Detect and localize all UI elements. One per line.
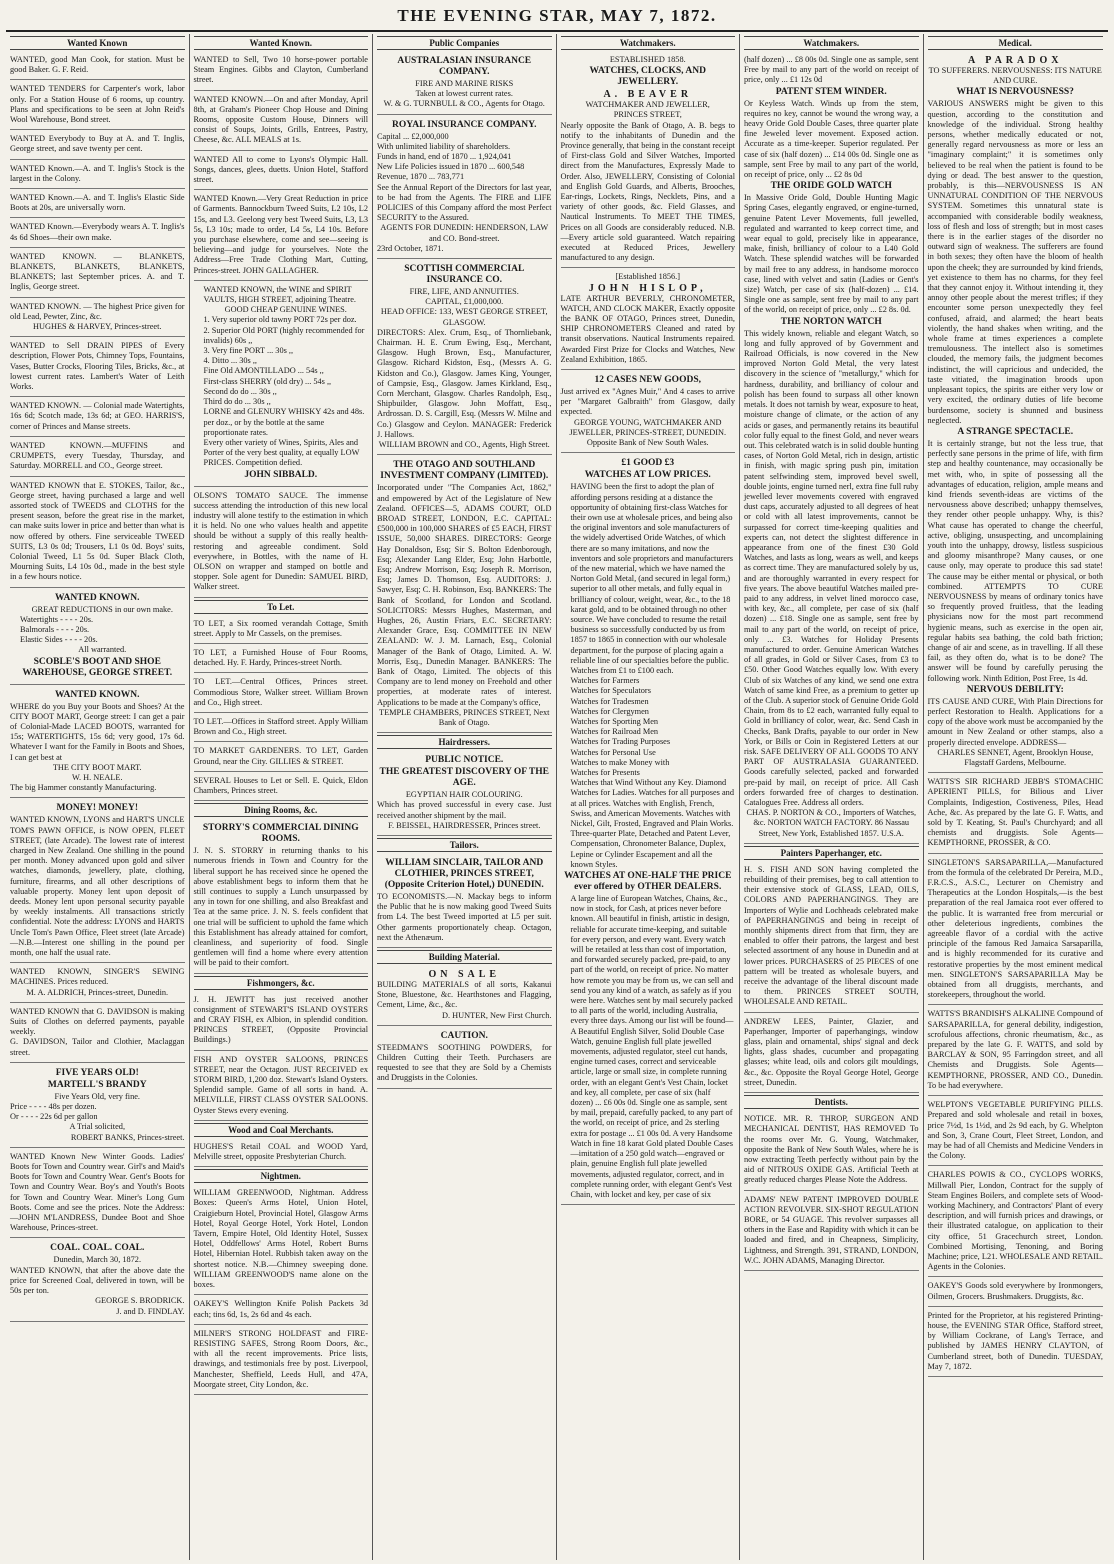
section-heading: Tailors.: [377, 838, 552, 852]
ad-text: OAKEY'S Wellington Knife Polish Packets 3d each; tins 6d, 1s, 2s 6d and 4s each.: [193, 1299, 368, 1319]
list-item: Watches for Presents: [570, 767, 640, 777]
price-line: 4. Ditto ... 30s ,,: [203, 356, 257, 366]
ad-signature: SCOBLE'S BOOT AND SHOE WAREHOUSE, GEORGE STREET.: [22, 656, 173, 678]
ad-title: WANTED KNOWN.: [55, 592, 140, 603]
ad-established: ESTABLISHED 1858.: [609, 55, 686, 64]
figure-line: Funds in hand, end of 1870 ... 1,924,041: [377, 152, 512, 162]
fish-son-ad: [744, 863, 919, 1013]
figure-line: Capital ... £2,000,000: [377, 131, 449, 141]
price-line: 3. Very fine PORT ... 30s ,,: [203, 346, 294, 356]
ad-agents: AGENTS FOR DUNEDIN: HENDERSON, LAW and CO. Bond-street.: [380, 223, 549, 243]
ad-text: WANTED KNOWN.—On and after Monday, April 8th, at Graham's Pioneer Chop House and Dining Rooms, opposite Custom House, Dinners will consist of Soups, Joints, Grills, Entrees, Pastry, Cheese, &c. ALL MEALS at 1s.: [193, 94, 368, 145]
ad-text: ITS CAUSE AND CURE, With Plain Directions for perfect Restoration to Health. Applications for a copy of the above work must be accompanied by the amount in New Zealand or other stamps, also a properly directed envelope. ADDRESS—: [927, 696, 1103, 747]
ad-text: Which has proved successful in every case. Just received another shipment by the mail.: [377, 800, 552, 820]
ad: [928, 1279, 1104, 1306]
hair-ad: [377, 752, 552, 836]
ad-title: ROYAL INSURANCE COMPANY.: [391, 119, 537, 130]
ad-signature: W. & G. TURNBULL & CO., Agents for Otago.: [383, 99, 545, 109]
ad-title: £1 GOOD £3: [621, 458, 675, 469]
ad: [194, 1327, 369, 1395]
ad-title: SCOTTISH COMMERCIAL INSURANCE CO.: [404, 264, 525, 286]
ad-headline: MARTELL'S BRANDY: [47, 1079, 147, 1090]
ad-headline: PATENT STEM WINDER.: [775, 86, 887, 97]
ad-text: OAKEY'S Goods sold everywhere by Ironmongers, Oilmen, Grocers. Brushmakers. Druggists, &c.: [927, 1281, 1103, 1301]
lees-ad: [744, 1015, 919, 1093]
ad-text: VARIOUS ANSWERS might be given to this question, according to the constitution and knowledge of the individual. Strong healthy persons, whether medically educated or not, generally regard nervousness as more or less an "imaginary complaint;" it is sometimes only believed to be real when the patient is found to be dying or dead. The best answer to the question, probably, is this—NERVOUSNESS IS AN UNNATURAL CONDITION OF THE NERVOUS SYSTEM. Sometimes this unnatural state is accompanied with considerable bodily weakness, loss of flesh and loss of strength; but in most cases there is in the earlier stages of the disorder no outward sign of weakness. The sufferers are found in both sexes; they often have the bloom of health upon the cheek; they are surrounded by kind friends, yet existence to them has no charms, for they feel that they cannot enjoy it. Without intending it, they annoy other people about the merest trifles; if they encounter some person unexpectedly they feel confused, afraid, and alarmed; the heart beats violently, the hand shakes when writing, and the whole frame at times experiences a complete tremulousness. The intellect also is sometimes clouded, the memory fails, the judgment becomes indistinct, the will capricious and undecided, the taste vitiated, the imagination broods upon unpleasant topics, the spirits are either very low or very excited, the ordinary duties of life become burdensome, society is shunned and business neglected.: [927, 99, 1103, 425]
list-item: Watches for Tradesmen: [570, 696, 649, 706]
column-2: [190, 34, 374, 1560]
adams-ad: [744, 1193, 919, 1271]
list-item: Watches for Sporting Men: [570, 716, 659, 726]
building-ad: [377, 967, 552, 1026]
price-line: LORNE and GLENURY WHISKY 42s and 48s. per doz., or by the bottle at the same proportionate rates.: [203, 407, 365, 437]
ad-text: See the Annual Report of the Directors for last year, to be had from the Agents. The FIRE and LIFE POLICIES of this Company afford the most Perfect SECURITY to the Assured.: [377, 182, 552, 223]
ad-title: FIVE YEARS OLD!: [55, 1067, 139, 1078]
ad-title: AUSTRALASIAN INSURANCE COMPANY.: [397, 56, 532, 77]
section-heading: Wanted Known: [10, 36, 185, 50]
ad-text: TO ECONOMISTS.—N. Mackay begs to inform the Public that he is now making good Tweed Suits from L4. The best Tweed imported at L5 per suit. Other garments proportionately cheap. Octagon, next the Athenæum.: [377, 891, 552, 942]
ad: [194, 153, 369, 191]
ad-text: SEVERAL Houses to Let or Sell. E. Quick, Eldon Chambers, Princes street.: [193, 775, 368, 795]
ad-text: WANTED KNOWN, LYONS and HART'S UNCLE TOM'S PAWN OFFICE, is NOW OPEN, FLEET STREET, (late Arcade). The lowest rate of interest charged in New Zealand. One shilling in the pound per month. Money advanced upon gold and silver watches, diamonds, jewellery, plate, clothing, furniture, firearms, and all other descriptions of valuable property. Money lent upon deposit of deeds. Money lent upon personal security payable by weekly instalments. All transactions strictly confidential. Note the address: LYONS and HARTS Uncle Tom's Pawn Office, Fleet street (late Arcade)—N.B.—Interest one shilling in the pound per month, one half the usual rate.: [10, 815, 185, 958]
ad-signature: G. DAVIDSON, Tailor and Clothier, Maclaggan street.: [10, 1037, 185, 1057]
ad-text: This widely known, reliable and elegant Watch, so long and fully approved of by Government and Railroad Officials, is now covered in the New improved Norton Gold Metal, the very latest discovery in the science of "metallurgy," which for hardness, durability, and brilliancy of colour and polish has been found to surpass all other known metals. It does not tarnish by wear, exposure to heat, moisture change of climate, or the action of any acids or gases, and permanently retains its beautiful color fully equal to the finest Gold, and never wears out. This celebrated watch is in solid double hunting cases, of Norton Gold Metal, rich in design, artistic in finish, with magic spring push pin, imitation patent selfwinding stem, improved bevel swell, double joints, engine turned nerl, extra fine full ruby jewelled lever movements covered with engraved dust caps, accurately adjusted to all degrees of heat or cold with all latest improvements, cannot be surpassed for correct time-keeping qualities and experts can, not detect the slightest difference in appearance from one of the finest £30 Gold Watches, and lasts as long, wears as well, and keeps as correct time. They are manufactured solely by us, and are thoroughly warranted in every respect for five years. The above beautiful Watches mailed pre-paid to any address, in velvet lined morocco case, with key, &c., all complete, per case of six (half dozen) ... £18. Single one as sample, sent free by mail to any part of the world, on receipt of price, only ... £3. Watches for Holiday Presents manufactured to order. Genuine American Watches of all grades, in Gold or Silver Cases, from £3 to £50. Other Good Watches equally low. With every Club of six Watches of any kind, we send one extra Watch of same kind Free, as a premium to getter up of the Club. A superior stock of Genuine Oride Gold Chain, from 8s to £2 each, warranted fully equal to Gold in brilliancy of color, wear, &c. Send Cash in Checks, Bank Drafts, payable to our order in New York, or Bills or Coin in Registered Letters at our risk. SAFE DELIVERY OF ALL GOODS TO ANY PART OF AUSTRALASIA GUARANTEED. Goods carefully selected, packed and forwarded pre-paid by mail, on receipt of price. All Cash orders forwarded free of charges to destination. Catalogues Free. Address all orders.: [744, 328, 919, 808]
ad: [928, 1168, 1104, 1277]
ad-subtitle: FIRE, LIFE, AND ANNUITIES.: [409, 287, 519, 297]
ad: [10, 220, 185, 247]
ad-title: WILLIAM SINCLAIR, TAILOR AND CLOTHIER, PRINCES STREET, (Opposite Criterion Hotel,) DUNEDIN.: [384, 857, 544, 890]
hislop-ad: [561, 270, 736, 370]
ad-text: WANTED All to come to Lyons's Olympic Hall. Songs, dances, glees, duetts. Union Hotel, Stafford street.: [193, 154, 368, 185]
list-item: Watches to make Money with: [570, 757, 670, 767]
ad-text: TO MARKET GARDENERS. TO LET, Garden Ground, near the City. GILLIES & STREET.: [193, 746, 368, 766]
ad-text: TO LET.—Central Offices, Princes street. Commodious Store, Walker street. William Brown and Co., High street.: [193, 677, 368, 707]
machines-ad: [10, 965, 185, 1003]
ad-text: FISH AND OYSTER SALOONS, PRINCES STREET, near the Octagon. JUST RECEIVED ex STORM BIRD, 1,200 doz. Stewart's Island Oysters. Splendid sample. Game of all sorts in hand. A. MELVILLE, FIRST CLASS OYSTER SALOONS. Oyster Stews every evening.: [193, 1054, 368, 1115]
ad-text: WANTED to Sell DRAIN PIPES of Every description, Flower Pots, Chimney Tops, Fountains, Vases, Butter Crocks, Flooring Tiles, Bricks, &c., at lowest current rates. Lambert's Water of Leith Works.: [10, 341, 185, 392]
young-ad: [561, 372, 736, 453]
ad-text: ADAMS' NEW PATENT IMPROVED DOUBLE ACTION REVOLVER. SIX-SHOT REGULATION BORE, or 54 GUAGE. This revolver surpasses all others in the Ease and Rapidity with which it can be loaded and fired, and in Cheapness, Simplicity, Lightness, and Strength. 391, STRAND, LONDON, W.C. JOHN ADAMS, Managing Director.: [744, 1194, 919, 1265]
ad-text: WANTED TENDERS for Carpenter's work, labor only. For a Station House of 6 rooms, up country. Plans and specifications to be seen at John Reid's Wool Warehouse, Bond street.: [10, 84, 185, 125]
ad: [194, 744, 369, 771]
figure-line: Revenue, 1870 ... 783,771: [377, 172, 465, 182]
ad-text: Watches that Wind Without any Key. Diamond Watches for Ladies. Watches for all purposes and at all prices. Watches with English, French, Swiss, and American Movements. Watches with Nickel, Gilt, Frosted, Engraved and Plain Works. Three-quarter Plate, Detached and Patent Lever, Compensation, Chronometer Balance, Duplex, Lepine or Cylinder Escapement and all the known Styles.: [570, 778, 734, 869]
ad-signature: ROBERT BANKS, Princes-street.: [70, 1132, 185, 1142]
sauce-ad: [194, 489, 369, 598]
ad-text: WATTS'S BRANDISH'S ALKALINE Compound of SARSAPARILLA, for general debility, indigestion, scrofulous affections, chronic rheumatism, &c., as prepared by the late G. F. WATTS, and sold by BARCLAY & SON, 95 Farringdon street, and all Chemists and Druggists. Sole Agents—KEMPTHORNE, PROSSER, AND CO., Dunedin. To be had everywhere.: [927, 1009, 1103, 1090]
ad-text: It is certainly strange, but not the less true, that perfectly sane persons in the prime of life, with firm step and healthy countenance, may occasionally be met with, who, in spite of possessing all the advantages of education, religion, ample means and kind friends seventh-ideas are victims of the nervousness above described; unhappy themselves, they render other people unhappy. Why, is this? What cause has operated to change the cheerful, active, obliging, unsuspecting, and uncomplaining youth into the unhappy, drowsy, listless suspicious and gloomy misanthrope? Many causes, or one cause only, may operate to produce this sad state! The cause may be either mental or physical, or both combined. ATTEMPTS TO CURE NERVOUSNESS by means of ordinary tonics have so frequently proved fruitless, that the leading physicians now for the most part recommend hygienic means, such as exercise in the open air, regular habits sea bathing, the cold bath friction; change of air and scene, as in travelling. If all these fail, as they often do, what is to be done? The answer will be found by carefully perusing the following work. Ninth Edition, Post Free, 1s 4d.: [927, 438, 1103, 683]
ad-date: 23rd October, 1871.: [377, 243, 444, 253]
section-heading: Painters Paperhanger, etc.: [744, 846, 919, 860]
section-heading: Watchmakers.: [744, 36, 919, 50]
ad-subtitle: FIRE AND MARINE RISKS: [415, 79, 514, 88]
ad-text: WANTED Everybody to Buy at A. and T. Inglis, George street, and save twenty per cent.: [10, 134, 185, 154]
ad-subtitle: GOOD CHEAP GENUINE WINES.: [224, 305, 347, 315]
scottish-ad: [377, 261, 552, 455]
ad-text: WANTED KNOWN, that after the above date the price for Screened Coal, delivered in town, will be 50s per ton.: [10, 1265, 185, 1296]
price-line: Balmorals - - - - 20s.: [20, 624, 90, 634]
price-line: Watertights - - - - 20s.: [20, 614, 94, 624]
ad-headline: WATCHES AT ONE-HALF THE PRICE ever offered by OTHER DEALERS.: [564, 871, 732, 893]
list-item: Watches for Railroad Men: [570, 727, 659, 737]
ad-text: A large line of European Watches, Chains, &c., now in stock, for Cash, at prices never before known. All beautiful in finish, artistic in design, reliable for accurate time-keeping, and suitable for every person, and every want. Every watch will be retailed at less than cost of importation, and forwarded securely packed, pre-paid, to any part of the world, on receipt of price. No matter how remote you may be from us, we can sell and send you any kind of a watch, as safely as if you were here. Watches sent by mail securely packed to all parts of the world, including Australia, every three days. Among our list will be found—A Beautiful English Silver, Solid Double Case Watch, genuine English full plate jewelled movements, adjusted regulator, steel cut hands, engine turned cases, correct and serviceable article, large or small size, in complete running order, with an elegant Gent's Vest Chain, locket and key, all complete, per case of six (half dozen) ... £6 00s 0d. Single one as sample, sent by mail, prepaid, carefully packed, to any part of the world, on receipt of price, and 2s sterling extra for postage ... £1 00s 0d. A very Handsome Watch in fine 18 karat Gold plated Double Cases—imitation of a 250 gold watch—engraved or plain, genuine English full plate jewelled movements, adjusted regulator, correct, and in complete running order, with elegant Gent's Vest Chain, with locket and key, per case of six: [570, 894, 734, 1199]
ad-title: STORRY'S COMMERCIAL DINING ROOMS.: [202, 823, 359, 845]
ad-text: WANTED KNOWN. — The highest Price given for old Lead, Pewter, Zinc, &c.: [10, 301, 185, 321]
ad-street: PRINCES STREET,: [613, 110, 682, 120]
price-line: First-class SHERRY (old dry) ... 54s ,,: [203, 376, 332, 386]
ad-text: J. N. S. STORRY in returning thanks to his numerous friends in Town and Country for the liberal support he has received since he opened the above establishment begs to inform them that he still continues to supply a Lunch unsurpassed by any in town for one shilling, and also Breakfast and Tea at the same price. J. N. S. feels confident that one trial will be sufficient to uphold the fame which this Establishment has already attained for comfort, cleanliness, and superiority of food. Single gentlemen will find a home where every attention will be paid to their comfort.: [193, 846, 368, 968]
price-line: Or - - - - 22s 6d per gallon: [10, 1112, 98, 1122]
ad-text: WANTED KNOWN that E. STOKES, Tailor, &c., George street, having purchased a large and well assorted stock of TWEEDS and CLOTHS for the present season, before the great rise in the market, can make suits lower in price and better than what is now offered by others. Fine serviceable TWEED SUITS, L3 0s 0d; Trousers, L1 0s 0d. Boys' suits, Colonial Tweed, L1 5s 0d. Super Black Cloth, Mourning Suits, L4 10s 0d., made in the best style in a few hours notice.: [10, 480, 185, 582]
ad: [10, 339, 185, 397]
ad-tagline: The big Hammer constantly Manufacturing.: [10, 783, 157, 793]
davidson-ad: [10, 1005, 185, 1063]
steedman-ad: [377, 1028, 552, 1089]
ad-title: PUBLIC NOTICE.: [425, 755, 504, 766]
ad-text: WATTS'S SIR RICHARD JEBB'S STOMACHIC APERIENT PILLS, for Bilious and Liver Complaints, Indigestion, Costiveness, Piles, Head Ache, &c. As prepared by the late G. F. Watts, and sold by T. Keating, St. Paul's Churchyard; and all chemists and druggists. Sole Agents—KEMPTHORNE, PROSSER, & CO.: [927, 777, 1103, 848]
ad: [10, 479, 185, 588]
section-heading: Wanted Known.: [194, 36, 369, 50]
ad: [10, 82, 185, 130]
section-heading: To Let.: [194, 600, 369, 614]
ad-signature: HUGHES & HARVEY, Princes-street.: [33, 322, 162, 332]
ad: [194, 993, 369, 1051]
ad-date: Dunedin, March 30, 1872.: [53, 1255, 142, 1265]
ad: [194, 53, 369, 91]
ad: [10, 439, 185, 477]
ad: [10, 132, 185, 159]
price-line: Third do do ... 30s ,,: [203, 397, 271, 407]
price-line: Elastic Sides - - - - 20s.: [20, 635, 98, 645]
money-ad: [10, 800, 185, 963]
price-line: Price - - - - 48s per dozen.: [10, 1102, 97, 1112]
ad-subtitle: Five Years Old, very fine.: [54, 1091, 140, 1101]
section-heading: Watchmakers.: [561, 36, 736, 50]
section-heading: Wood and Coal Merchants.: [194, 1123, 369, 1137]
list-item: Watches from £1 to £100 each.: [570, 665, 674, 675]
ad-subtitle: GREAT REDUCTIONS in our own make.: [31, 604, 173, 614]
ad-title: 12 CASES NEW GOODS,: [594, 375, 701, 386]
section-heading: Dining Rooms, &c.: [194, 803, 369, 817]
ad-text: Just arrived ex "Agnes Muir," And 4 cases to arrive per "Margaret Galbraith" from Glasgow, daily expected.: [560, 387, 735, 417]
ad-office: HEAD OFFICE: 133, WEST GEORGE STREET, GLASGOW.: [380, 307, 548, 327]
ad: [194, 1053, 369, 1121]
beaver-ad: [561, 53, 736, 268]
section-heading: Building Material.: [377, 950, 552, 964]
ad-text: HAVING been the first to adopt the plan of affording persons residing at a distance the opportunity of obtaining first-class Watches for their own use at wholesale prices, and being also the original inventors and sole manufacturers of the widely advertised Oride Watches, of which there are so many imitations, and now the inventors and sole proprietors and manufacturers of the new material, which we have named the Norton Gold Metal, (and secured in legal form,) superior to all other metals, and fully equal in brilliancy of colour, weight, wear, &c., to the 18 karat gold, and to be obtained through no other source. We have concluded to resume the retail business so successfully conducted by us from 1857 to 1865 in connection with our wholesale department, for the purpose of placing again a reliable line of our specialties before the public.: [570, 482, 733, 665]
ad-text: TO LET.—Offices in Stafford street. Apply William Brown and Co., High street.: [193, 716, 368, 737]
ad-established: [Established 1856.]: [615, 272, 681, 282]
ad: [10, 399, 185, 437]
ad: [928, 856, 1104, 1006]
ad-headline: NERVOUS DEBILITY:: [966, 684, 1064, 695]
ad-title: ON SALE: [428, 969, 501, 980]
list-item: Watches for Trading Purposes: [570, 737, 671, 747]
ad: [10, 250, 185, 298]
ad-title: WANTED KNOWN.: [55, 689, 140, 700]
ad-title: CAUTION.: [440, 1030, 488, 1041]
ad-title: A. BEAVER: [603, 89, 693, 101]
ad-headline: A STRANGE SPECTACLE.: [957, 426, 1074, 437]
otago-ad: [377, 457, 552, 733]
tailor-ad: [377, 855, 552, 948]
ad-text: SINGLETON'S SARSAPARILLA,—Manufactured from the formula of the celebrated Dr Pereira, M.D., F.R.C.S., A.S.C., Lecturer on Chemistry and Therapeutics at the London Hospitals,—is the best preparation of the real Jamaica root ever offered to the public. It is warranted free from mercurial or other deleterious ingredients, combines the agreeable flavor of a cordial with the active principle of the famous Red Jamaica Sarsaparilla, and is highly recommended for its curative and restorative properties by the most eminent medical men. SINGLETON'S SARSAPARILLA May be obtained from all druggists, merchants, and storekeepers, throughout the world.: [927, 857, 1103, 1000]
ad: [928, 1098, 1104, 1166]
ad: [194, 617, 369, 644]
ad-text: DIRECTORS: Alex. Crum, Esq., of Thornliebank, Chairman. H. E. Crum Ewing, Esq., Merchant, Glasgow. Hugh Brown, Esq., Manufacturer, Glasgow. Richard Kidston, Esq., (Messrs A. G. Kidston and Co.), Glasgow. James King, Younger, of Campsie, Esq., Glasgow. James Kirkland, Esq., Corn Merchant, Glasgow. Charles Randolph, Esq., Shipbuilder, Glasgow. John Moffatt, Esq., Ardrossan. D. S. Cargill, Esq. (Messrs W. Milne and Co.) Glasgow and Ceylon. MANAGER: Frederick J. Hallows.: [377, 327, 552, 439]
list-item: Watches for Speculators: [570, 686, 651, 696]
ad-signature: W. H. NEALE.: [71, 772, 123, 782]
norton-ad: [561, 455, 736, 1205]
price-line: Fine Old AMONTILLADO ... 54s ,,: [203, 366, 324, 376]
ad-signature: GEORGE S. BRODRICK.: [95, 1296, 185, 1306]
section-heading: Nightmen.: [194, 1169, 369, 1183]
ad-subtitle: WATCHMAKER AND JEWELLER,: [585, 100, 710, 110]
printer-imprint: [928, 1309, 1104, 1377]
masthead-rule: [6, 30, 1108, 32]
ad: [10, 300, 185, 338]
ad-headline: WATCHES, CLOCKS, AND JEWELLERY.: [589, 66, 706, 88]
ad-signature: CHAS. P. NORTON & CO., Importers of Watches, &c. NORTON WATCH FACTORY. 86 Nassau Street, New York, Established 1857. U.S.A.: [746, 808, 917, 838]
norton-continued: [744, 53, 919, 844]
ad-text: Taken at lowest current rates.: [415, 89, 513, 99]
ad-text: TO LET, a Six roomed verandah Cottage, Smith street. Apply to Mr Cassels, on the premises.: [193, 618, 368, 638]
ad-title: A PARADOX: [968, 55, 1063, 66]
ad-subtitle: TO SUFFERERS. NERVOUSNESS: ITS NATURE AND CURE.: [928, 66, 1102, 86]
ad-capital: CAPITAL, £1,000,000.: [425, 297, 504, 307]
ad-signature: WILLIAM BROWN and CO., Agents, High Street.: [378, 440, 550, 450]
bootmart-ad: [10, 687, 185, 799]
ad-signature: M. A. ALDRICH, Princes-street, Dunedin.: [26, 987, 169, 997]
ad-text: WANTED Known.—Very Great Reduction in price of Garments. Bannockburn Tweed Suits, L2 10s, L2 15s, and L3. Geelong very best Tweed Suits, L3, L3 5s, L3 10s; made to order, L4 5s, L4 10s. Before you purchase elsewhere, come and see—seeing is believing—and judge for yourselves. Note the Address—Free Trade Clothing Mart, Cutting, Princes-street. JOHN GALLAGHER.: [193, 194, 368, 275]
ad-text: WANTED KNOWN. — Colonial made Watertights, 16s 6d; Scotch made, 13s 6d; at GEO. HARRIS'S, corner of Princes and Manse streets.: [10, 401, 185, 431]
ad: [194, 1297, 369, 1324]
ad-text: (half dozen) ... £8 00s 0d. Single one as sample, sent Free by mail to any part of the world on receipt of price, only ... £1 12s 0d: [744, 55, 919, 85]
ad-text: ANDREW LEES, Painter, Glazier, and Paperhanger, Importer of paperhangings, window glass, plain and ornamental, ships' signal and deck lights, glass shades, cucumber and propagating glasses; white lead, oils and colors gilt mouldings, &c., &c. Opposite the Royal George Hotel, George street, Dunedin.: [744, 1016, 919, 1087]
list-item: Watches for Farmers: [570, 676, 640, 686]
price-line: 2. Superior Old PORT (highly recommended for invalids) 60s ,,: [203, 325, 365, 345]
ad-text: WANTED Known.—A. and T. Inglis's Stock is the largest in the Colony.: [10, 163, 185, 183]
ad: [194, 1140, 369, 1167]
ad: [10, 162, 185, 189]
ad-text: WANTED, good Man Cook, for station. Must be good Baker. G. F. Reid.: [10, 55, 185, 75]
ad-headline: WATCHES AT LOW PRICES.: [584, 470, 711, 481]
column-4: [557, 34, 741, 1560]
ad-text: WANTED KNOWN. — BLANKETS, BLANKETS, BLANKETS, BLANKETS, BLANKETS; last September prices. A. and T. Inglis, George street.: [10, 251, 185, 292]
ad-text: STEEDMAN'S SOOTHING POWDERS, for Children Cutting their Teeth. Purchasers are requested to see that they are Sold by a Chemists and Druggists in the Colonies.: [377, 1042, 552, 1083]
ad: [194, 715, 369, 742]
list-item: Watches for Personal Use: [570, 747, 656, 757]
ad-signature: F. BEISSEL, HAIRDRESSER, Princes street.: [388, 820, 541, 830]
section-heading: Fishmongers, &c.: [194, 976, 369, 990]
column-3: [373, 34, 557, 1560]
ad-text: Or Keyless Watch. Winds up from the stem, requires no key, cannot be wound the wrong way, a heavy Oride Gold Double Cases, three quarter plate fine Jeweled lever movement. Exposed action. Accurate as a time-keeper. Superior regulated. Per case of six (half dozen) ... £14 00s 0d. Single one as sample, sent Free by mail to any part of the world, on receipt of price, only ... £2 8s 0d: [744, 98, 919, 180]
ad-text: WANTED KNOWN.—MUFFINS and CRUMPETS, every Tuesday, Thursday, and Saturday. MORRELL and CO., George street.: [10, 440, 185, 471]
ad-note: All warranted.: [78, 645, 127, 655]
ad-title: JOHN HISLOP,: [588, 282, 707, 294]
ad-signature: GEORGE YOUNG, WATCHMAKER AND JEWELLER, PRINCES-STREET, DUNEDIN. Opposite Bank of New South Wales.: [569, 417, 727, 448]
ad-text: WANTED KNOWN that G. DAVIDSON is making Suits of Clothes on deferred payments, payable weekly.: [10, 1006, 185, 1037]
ad-title: THE OTAGO AND SOUTHLAND INVESTMENT COMPANY (LIMITED).: [380, 460, 549, 482]
paradox-ad: [928, 53, 1104, 773]
ad-text: WANTED to Sell, Two 10 horse-power portable Steam Engines. Gibbs and Clayton, Cumberland street.: [193, 55, 368, 85]
dining-ad: [194, 820, 369, 973]
section-heading: Public Companies: [377, 36, 552, 50]
ad-headline: THE ORIDE GOLD WATCH: [770, 181, 892, 192]
ad-shop: THE CITY BOOT MART.: [52, 762, 142, 772]
coal-ad: [10, 1240, 185, 1321]
ad-text: WANTED Known.—Everybody wears A. T. Inglis's 4s 6d Shoes—their own make.: [10, 222, 185, 242]
ad: [194, 646, 369, 673]
ad-text: Incorporated under "The Companies Act, 1862," and empowered by Act of the Legislature of New Zealand. OFFICES—5, ADAMS COURT, OLD BROAD STREET, LONDON, E.C. CAPITAL: £500,000 in 100,000 SHARES of £5 EACH, FIRST ISSUE, 50,000 SHARES. DIRECTORS: George Hay Donaldson, Esq; Sir S. Bolton Edenborough, Esq; Alexander Lang Elder, Esq; John Harbottle, Esq; Andrew Morrison, Esq; Joseph R. Morrison, Esq; James D. Thomson, Esq. AUDITORS: J. Sawyer, Esq; C. H. Robinson, Esq. BANKERS: The Bank of Scotland, for London and Scotland. SOLICITORS: Messrs Hughes, Masterman, and Hughes, 26, Austin Friars, E.C. SECRETARY: Alexander Grace, Esq. COMMITTEE IN NEW ZEALAND: W. J. M. Larnach, Esq., Colonial Manager of the Bank of Otago, Limited. A. W. Morris, Esq., Dunedin Manager. BANKERS: The Bank of Otago, Limited. The objects of this Company are to lend money on Freehold and other properties, at moderate rates of interest. Applications to be made at the Company's office,: [377, 483, 552, 707]
ad-text: BUILDING MATERIALS of all sorts, Kakanui Stone, Bluestone, &c. Hearthstones and Flagging, Cement, Lime, &c., &c.: [377, 980, 552, 1010]
ad: [194, 1186, 369, 1295]
ad-text: WILLIAM GREENWOOD, Nightman. Address Boxes: Queen's Arms Hotel, Union Hotel, Craigieburn Hotel, Provincial Hotel, Glasgow Arms Hotel, Royal George Hotel, York Hotel, London Tavern, Empire Hotel, Old Identity Hotel, Sussex Hotel, Oddfellows' Arms Hotel, Robert Burns Hotel, Hibernian Hotel. Rubbish taken away on the shortest notice. N.B.—Chimney sweeping done. WILLIAM GREENWOOD'S name alone on the boxes.: [193, 1188, 368, 1290]
section-heading: Hairdressers.: [377, 735, 552, 749]
dentist-ad: [744, 1112, 919, 1190]
section-heading: Dentists.: [744, 1095, 919, 1109]
list-item: Watches for Clergymen: [570, 706, 649, 716]
brandy-ad: [10, 1065, 185, 1148]
ad: [928, 775, 1104, 853]
ad: [194, 675, 369, 713]
wine-ad: [194, 283, 369, 487]
ad-text: LATE ARTHUR BEVERLY, CHRONOMETER, WATCH, AND CLOCK MAKER, Exactly opposite the BANK OF OTAGO, Princes street, Dunedin, SHIP CHRONOMETERS Cleaned and rated by transit observations. Nautical Instruments repaired. Awarded First Prize for Clocks and Watches, New Zealand Exhibition, 1865.: [560, 293, 735, 364]
ad-signature: JOHN SIBBALD.: [244, 469, 318, 480]
ad-text: WANTED Known New Winter Goods. Ladies' Boots for Town and Country wear. Girl's and Maid's Boots for Town and Country Wear. Gent's Boots for Town and Country Wear. Boy's and Youth's Boots for Town and Country Wear. Miner's Long Gum Boots. Come and see the prices. Note the Address:—JOHN M'LANDRESS, Dundee Boot and Shoe Warehouse, Princes-street.: [10, 1151, 185, 1233]
ad-text: MILNER'S STRONG HOLDFAST and FIRE-RESISTING SAFES, Strong Room Doors, &c., with all the recent improvements. Price lists, drawings, and testimonials free by post. Liverpool, Manchester, Sheffield, Leeds Hull, and 47A, Moorgate street, City London, &c.: [193, 1328, 368, 1389]
ad-signature: TEMPLE CHAMBERS, PRINCES STREET, Next Bank of Otago.: [379, 707, 550, 727]
ad-headline: THE NORTON WATCH: [780, 316, 882, 327]
ad: [928, 1007, 1104, 1096]
figure-line: New Life Policies issued in 1870 ... 600,548: [377, 162, 525, 172]
ad-text: HUGHES'S Retail COAL and WOOD Yard, Melville street, opposite Presbyterian Church.: [193, 1141, 368, 1162]
masthead: THE EVENING STAR, MAY 7, 1872.: [397, 6, 717, 25]
ad-text: OLSON'S TOMATO SAUCE. The immense success attending the introduction of this new local industry will alone testify to the estimation in which it is held. No one who values health and appetite should be without a supply of this really health-restoring and agreeable condiment. Sold everywhere, in Bottles, with the name of H. OLSON on wrapper and stamped on bottle and stopper. Sole agent for Dunedin: SAMUEL BIRD, Walker street.: [193, 490, 368, 592]
australasian-ad: [377, 53, 552, 115]
columns: [6, 34, 1108, 1560]
ad: [194, 192, 369, 281]
ad: [10, 53, 185, 80]
ad-signature: D. HUNTER, New First Church.: [442, 1010, 552, 1020]
price-line: 1. Very superior old tawny PORT 72s per doz.: [203, 315, 357, 325]
reductions-ad: [10, 590, 185, 685]
ad-text: In Massive Oride Gold, Double Hunting Magic Spring Cases, elegantly engraved, or engine-turned, genuine Patent Lever Movements, full jewelled, regulated and warranted to keep correct time, and wear equal to gold, precisely like in appearance, make, finish, brilliancy of colour to a L40 Gold Watch. These splendid watches will be forwarded by mail free to any address, in handsome morocco case, lined with velvet and satin (Ladies or Gent's size) Watch, per case of six (half-dozen) ... £14. Single one as sample, sent free by mail to any part of the world, on receipt of price, only ... £2 8s. 0d.: [744, 193, 919, 315]
ad-text: NOTICE. MR. R. THROP, SURGEON AND MECHANICAL DENTIST, HAS REMOVED To the rooms over Mr. G. Young, Watchmaker, opposite the Bank of New South Wales, where he is now extracting Teeth perfectly without pain by the aid of NITROUS OXIDE GAS. Artificial Teeth at greatly reduced charges Please Note the Address.: [744, 1114, 919, 1185]
ad-subtitle: EGYPTIAN HAIR COLOURING.: [405, 790, 523, 800]
column-6: [924, 34, 1108, 1560]
ad-title: MONEY! MONEY!: [56, 803, 139, 814]
ad: [10, 191, 185, 218]
imprint-text: Printed for the Proprietor, at his registered Printing-house, the EVENING STAR Office, Stafford street, by William Cockrane, of Lang's Terrace, and published by JAMES HENRY CLAYTON, of Cumberland street, both of Dunedin. TUESDAY, May 7, 1872.: [927, 1310, 1103, 1371]
ad-signature: J. and D. FINDLAY.: [116, 1306, 185, 1316]
column-5: [740, 34, 924, 1560]
ad-text: CHARLES POWIS & CO., CYCLOPS WORKS, Millwall Pier, London, Contract for the supply of Steam Engines Boilers, and complete sets of Wood-working Machinery, and Contractors' Plant of every description, and will furnish prices and drawings, or their illustrated catalogue, on application to their city office, 51 Gracechurch street, London. Combined Mortising, Tenoning, and Boring Machine; price, L21. WHOLESALE AND RETAIL. Agents in the Colonies.: [927, 1170, 1103, 1272]
ad-text: TO LET, a Furnished House of Four Rooms, detached. Hy. F. Hardy, Princes-street North.: [193, 647, 368, 668]
price-line: Second do do ... 30s ,,: [203, 386, 277, 396]
ad: [194, 93, 369, 151]
ad-text: Nearly opposite the Bank of Otago, A. B. begs to notify to the inhabitants of Dunedin and the Province generally, that being in the constant receipt of First-class Gold and Silver Watches, Imported direct from the Manufactures, Expressly Made to Order. Also, JEWELLERY, Consisting of Colonial and English Gold Guards, and Alberts, Brooches, Ear-rings, Lockets, Rings, Necklets, Pins, and a variety of other goods, &c. Field Glasses, and Nautical Instruments. To MEET THE TIMES, Prices on all Goods are considerably reduced. N.B.—Every article sold guaranteed. Watch repairing executed at Reduced Prices, Jewellery manufactured to any design.: [560, 120, 735, 263]
ad: [194, 774, 369, 801]
ad-text: WHERE do you Buy your Boots and Shoes? At the CITY BOOT MART, George street: I can get a pair of Colonial-Made LACED BOOTS, warranted for 15s; WATERTIGHTS, 15s 6d; very good, 17s 6d. Whatever I want for the Family in Boots and Shoes, I can get best at: [10, 701, 185, 762]
ad-text: WANTED KNOWN, SINGER'S SEWING MACHINES. Prices reduced.: [10, 967, 185, 987]
ad-text: J. H. JEWITT has just received another consignment of STEWART'S ISLAND OYSTERS and CRAY FISH, ex Albion, in splendid condition. PRINCES STREET, (Opposite Provincial Buildings.): [193, 994, 368, 1045]
boots-ad: [10, 1150, 185, 1239]
figure-line: With unlimited liability of shareholders.: [377, 141, 511, 151]
ad-headline: WHAT IS NERVOUSNESS?: [956, 87, 1074, 98]
royal-ad: [377, 117, 552, 259]
ad-title: WANTED KNOWN, the WINE and SPIRIT VAULTS, HIGH STREET, adjoining Theatre.: [203, 284, 356, 305]
section-heading: Medical.: [928, 36, 1104, 50]
ad-note: A Trial solicited,: [69, 1122, 126, 1132]
column-1: [6, 34, 190, 1560]
ad-text: WELPTON'S VEGETABLE PURIFYING PILLS. Prepared and sold wholesale and retail in boxes, price 7½d, 1s 1½d, and 2s 9d each, by G. Whelpton and Son, 3, Crane Court, Fleet Street, London, and may be had of all Chemists and Medicine Venders in the Colony.: [927, 1100, 1103, 1161]
ad-text: WANTED Known.—A. and T. Inglis's Elastic Side Boots at 20s, are universally worn.: [10, 193, 185, 213]
ad-title: COAL. COAL. COAL.: [50, 1243, 145, 1254]
ad-headline: THE GREATEST DISCOVERY OF THE AGE.: [379, 767, 549, 789]
ad-text: H. S. FISH AND SON having completed the rebuilding of their premises, beg to call attention to their extensive stock of GLASS, LEAD, OILS, COLORS AND PAPERHANGINGS. They are Importers of Wylie and Lochheads celebrated make of PAPERHANGINGS and being in receipt of monthly shipments direct from that firm, they are enabled to offer their patrons, the largest and best selected assortment of any house in Dunedin and at lower prices. PURCHASERS of 25 PIECES of one pattern will be treated as wholesale buyers, and receive the advantage of the liberal discount made to them. PRINCES STREET SOUTH, WHOLESALE AND RETAIL.: [744, 864, 919, 1007]
ad-signature: CHARLES SENNET, Agent, Brooklyn House, Flagstaff Gardens, Melbourne.: [937, 747, 1094, 767]
ad-text: Every other variety of Wines, Spirits, Ales and Porter of the very best quality, at equally LOW PRICES. Competition defied.: [203, 437, 360, 468]
